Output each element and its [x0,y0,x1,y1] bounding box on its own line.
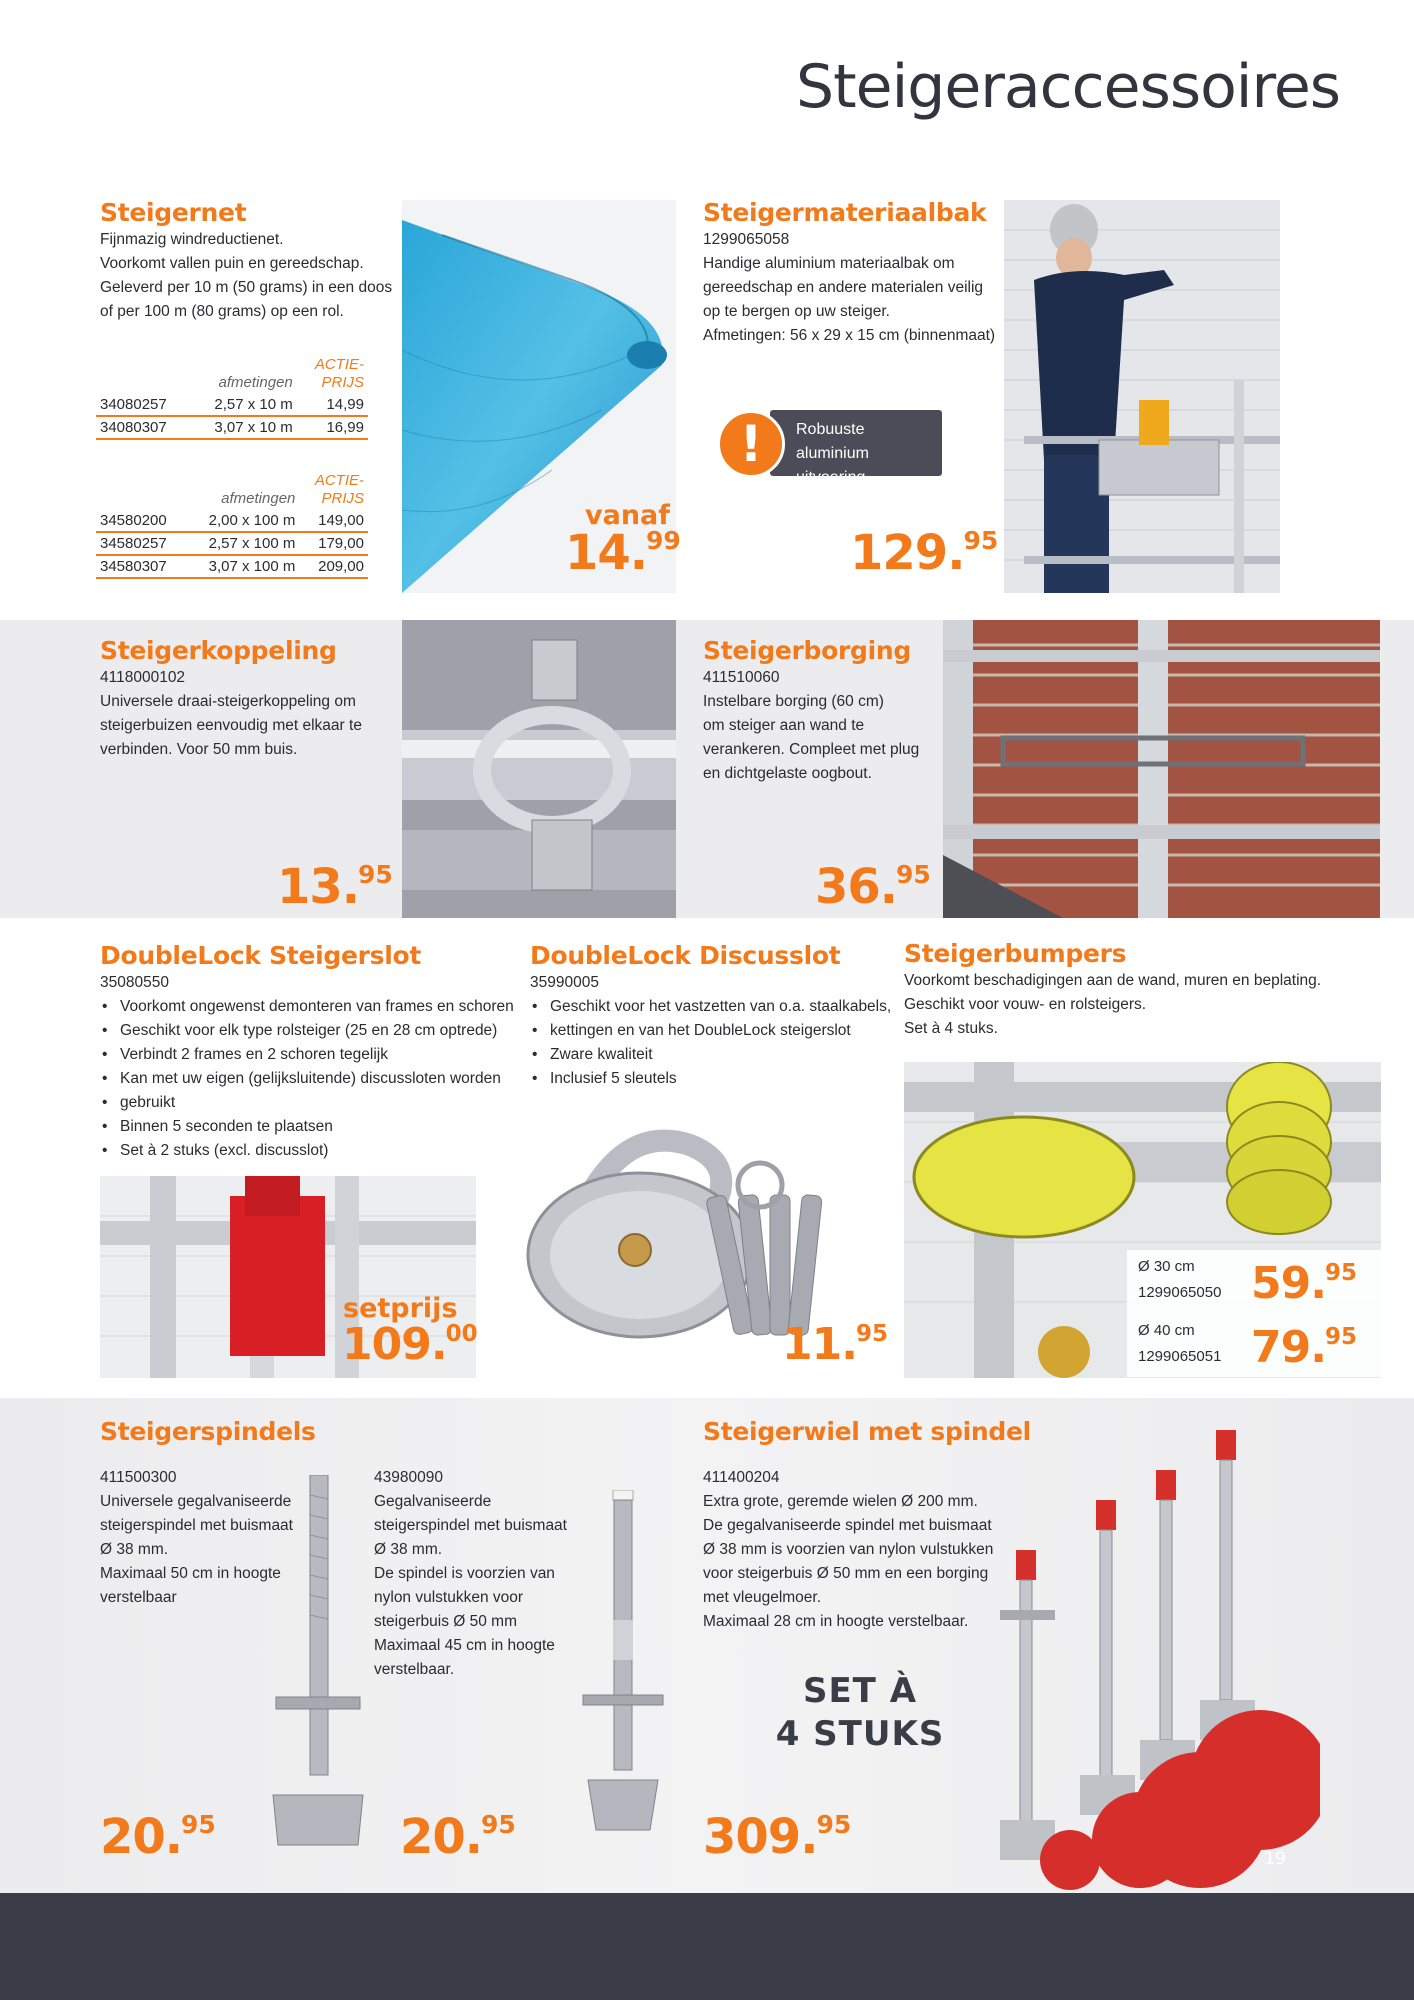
exclamation-icon: ! [717,410,785,478]
list-item: • Binnen 5 seconden te plaatsen [100,1115,514,1139]
steigernet-price-table-10m [96,354,368,440]
table-row [96,416,368,439]
materiaalbak-title: Steigermateriaalbak [703,198,987,227]
feature-list [100,995,514,1163]
price: 14,99 [297,394,368,416]
spindel-2-photo [578,1490,668,1840]
description-line: of per 100 m (80 grams) op een rol. [100,303,344,320]
description-line: steigerspindel met buismaat [100,1517,293,1534]
description-line: Afmetingen: 56 x 29 x 15 cm (binnenmaat) [703,327,996,344]
article-code: 35990005 [530,974,599,991]
description-line: Universele gegalvaniseerde [100,1493,292,1510]
dimensions: 3,07 x 100 m [186,555,300,578]
price: 209,00 [299,555,368,578]
steigernet-price-label: vanaf [585,500,671,531]
description-line: verbinden. Voor 50 mm buis. [100,741,298,758]
steigerwiel-description [703,1466,993,1634]
article-code: 34580257 [96,532,186,555]
list-item: • Zware kwaliteit [530,1043,891,1067]
description-line: De gegalvaniseerde spindel met buismaat [703,1517,992,1534]
article-code: 34080307 [96,416,189,439]
list-item-continuation: • kettingen en van het DoubleLock steigerslot [530,1019,891,1043]
koppeling-price: 13.95 [277,859,393,915]
steigernet-price-table-100m [96,470,368,579]
description-line: steigerspindel met buismaat [374,1517,567,1534]
koppeling-title: Steigerkoppeling [100,636,337,665]
description-line: verankeren. Compleet met plug [703,741,920,758]
description-line: gereedschap en andere materialen veilig [703,279,984,296]
description-line: Voorkomt beschadigingen aan de wand, muren en beplating. [904,972,1322,989]
steigernet-price: 14.99 [565,525,681,581]
description-line: Ø 38 mm. [374,1541,443,1558]
article-code: 34080257 [96,394,189,416]
materiaalbak-photo [1004,200,1280,593]
list-item-continuation: • gebruikt [100,1091,514,1115]
steigernet-description [100,228,392,324]
table-row [96,510,368,532]
description-line: nylon vulstukken voor [374,1589,524,1606]
description-line: met vleugelmoer. [703,1589,822,1606]
article-code: 1299065058 [703,231,790,248]
description-line: Maximaal 28 cm in hoogte verstelbaar. [703,1613,969,1630]
steigernet-title: Steigernet [100,198,247,227]
borging-description [703,666,919,786]
list-item: • Kan met uw eigen (gelijksluitende) discussloten worden [100,1067,514,1091]
feature-list [530,995,891,1091]
list-item: • Voorkomt ongewenst demonteren van frames en schoren [100,995,514,1019]
spindel-1-price: 20.95 [100,1809,216,1865]
spindel-2-description [374,1466,567,1682]
article-code: 411510060 [703,669,780,686]
description-line: Universele draai-steigerkoppeling om [100,693,356,710]
materiaalbak-description [703,228,995,348]
description-line: Geschikt voor vouw- en rolsteigers. [904,996,1147,1013]
list-item: • Geschikt voor elk type rolsteiger (25 en 28 cm optrede) [100,1019,514,1043]
spindels-title: Steigerspindels [100,1417,316,1446]
steigerslot-price-label: setprijs [343,1293,458,1324]
page-number: 19 [1264,1849,1286,1869]
borging-title: Steigerborging [703,636,912,665]
description-line: steigerbuizen eenvoudig met elkaar te [100,717,362,734]
description-line: Fijnmazig windreductienet. [100,231,284,248]
discusslot-description [530,971,891,1091]
bumper-code: 1299065050 [1138,1284,1222,1301]
discusslot-title: DoubleLock Discusslot [530,941,841,970]
borging-price: 36.95 [815,859,931,915]
description-line: Geleverd per 10 m (50 grams) in een doos [100,279,393,296]
table-row [96,532,368,555]
description-line: Instelbare borging (60 cm) [703,693,884,710]
description-line: verstelbaar. [374,1661,455,1678]
steigerslot-description [100,971,514,1163]
dimensions: 2,57 x 10 m [189,394,297,416]
article-code: 43980090 [374,1469,443,1486]
description-line: op te bergen op uw steiger. [703,303,890,320]
materiaalbak-price: 129.95 [850,525,999,581]
list-item: • Geschikt voor het vastzetten van o.a. staalkabels, [530,995,891,1019]
column-header-dimensions: afmetingen [218,374,293,391]
description-line: Ø 38 mm. [100,1541,169,1558]
description-line: steigerbuis Ø 50 mm [374,1613,517,1630]
bumper-size: Ø 30 cm [1138,1258,1195,1275]
footer-bar [0,1893,1414,2000]
spindel-1-description [100,1466,293,1610]
steigerslot-title: DoubleLock Steigerslot [100,941,422,970]
column-header-price: ACTIE- PRIJS [314,356,364,391]
price: 179,00 [299,532,368,555]
description-line: verstelbaar [100,1589,177,1606]
column-header-dimensions: afmetingen [221,490,296,507]
article-code: 411500300 [100,1469,177,1486]
dimensions: 2,57 x 100 m [186,532,300,555]
table-row [96,555,368,578]
description-line: Voorkomt vallen puin en gereedschap. [100,255,364,272]
description-line: Maximaal 45 cm in hoogte [374,1637,555,1654]
table-row [96,394,368,416]
list-item: • Inclusief 5 sleutels [530,1067,891,1091]
description-line: en dichtgelaste oogbout. [703,765,872,782]
description-line: Maximaal 50 cm in hoogte [100,1565,281,1582]
description-line: Gegalvaniseerde [374,1493,492,1510]
article-code: 34580200 [96,510,186,532]
description-line: Extra grote, geremde wielen Ø 200 mm. [703,1493,978,1510]
feature-callout: Robuuste aluminium uitvoering [770,410,942,476]
article-code: 4118000102 [100,669,186,686]
bumper-code: 1299065051 [1138,1348,1222,1365]
discusslot-price: 11.95 [782,1319,888,1370]
article-code: 35080550 [100,974,169,991]
bumper-size: Ø 40 cm [1138,1322,1195,1339]
borging-photo [943,620,1380,918]
page-title: Steigeraccessoires [796,52,1340,122]
list-item: • Set à 2 stuks (excl. discusslot) [100,1139,514,1163]
koppeling-description [100,666,362,762]
set-label: SET À 4 STUKS [775,1671,945,1754]
bumpers-description [904,969,1321,1041]
description-line: De spindel is voorzien van [374,1565,555,1582]
bumper-30-price: 59.95 [1251,1258,1357,1309]
bumpers-title: Steigerbumpers [904,939,1127,968]
dimensions: 3,07 x 10 m [189,416,297,439]
description-line: Ø 38 mm is voorzien van nylon vulstukken [703,1541,994,1558]
description-line: Set à 4 stuks. [904,1020,998,1037]
description-line: om steiger aan wand te [703,717,865,734]
spindel-2-price: 20.95 [400,1809,516,1865]
steigerwiel-price: 309.95 [703,1809,852,1865]
steigerwiel-photo [980,1420,1320,1890]
dimensions: 2,00 x 100 m [186,510,300,532]
price: 149,00 [299,510,368,532]
article-code: 411400204 [703,1469,780,1486]
spindel-1-photo [268,1475,368,1855]
koppeling-photo [402,620,676,918]
description-line: voor steigerbuis Ø 50 mm en een borging [703,1565,989,1582]
column-header-price: ACTIE- PRIJS [314,472,364,507]
article-code: 34580307 [96,555,186,578]
list-item: • Verbindt 2 frames en 2 schoren tegelijk [100,1043,514,1067]
bumper-40-price: 79.95 [1251,1322,1357,1373]
steigerwiel-title: Steigerwiel met spindel [703,1417,1031,1446]
price: 16,99 [297,416,368,439]
steigerslot-price: 109.00 [342,1319,478,1370]
description-line: Handige aluminium materiaalbak om [703,255,955,272]
